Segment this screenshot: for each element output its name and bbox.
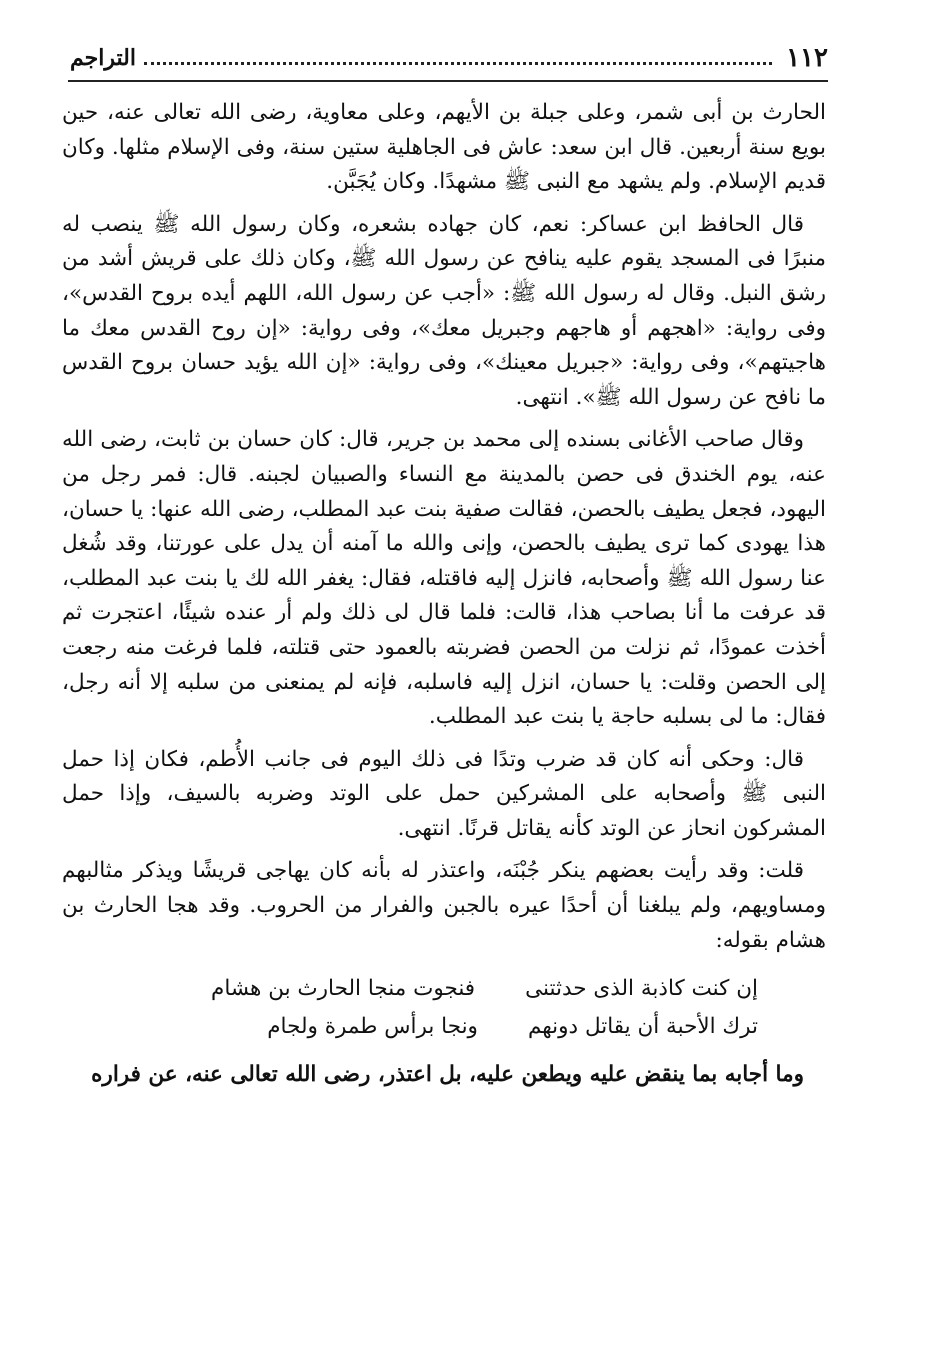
poem-hemistich: ترك الأحبة أن يقاتل دونهم (527, 1014, 758, 1040)
header-rule (68, 80, 828, 82)
page-number: ١١٢ (786, 43, 828, 73)
poem-hemistich: ونجا برأس طمرة ولجام (267, 1014, 478, 1040)
paragraph-4: قال: وحكى أنه كان قد ضرب وتدًا فى ذلك اليوم فى جانب الأُطم، فكان إذا حمل النبى ﷺ وأصحابه على المشركين حمل على الوتد وضربه بالسيف، وإذا حمل المشركون انحاز عن الوتد كأنه يقاتل قرنًا. انتهى. (62, 746, 826, 841)
poem-verse-1 (62, 970, 826, 1008)
header-dotted-leader (144, 52, 772, 65)
paragraph-2: قال الحافظ ابن عساكر: نعم، كان جهاده بشعره، وكان رسول الله ﷺ ينصب له منبرًا فى المسجد يقوم عليه ينافح عن رسول الله ﷺ، وكان ذلك على قريش أشد من رشق النبل. وقال له رسول الله ﷺ: «أجب عن رسول الله، اللهم أيده بروح القدس»، وفى رواية: «اهجهم أو هاجهم وجبريل معك»، وفى رواية: «إن روح القدس معك ما هاجيتهم»، وفى رواية: «جبريل معينك»، وفى رواية: «إن الله يؤيد حسان بروح القدس ما نافح عن رسول الله ﷺ». انتهى. (62, 211, 826, 410)
section-title: التراجم (70, 45, 136, 71)
paragraph-3: وقال صاحب الأغانى بسنده إلى محمد بن جرير، قال: كان حسان بن ثابت، رضى الله عنه، يوم الخندق فى حصن بالمدينة مع النساء والصبيان لجبنه. قال: فمر رجل من اليهود، فجعل يطيف بالحصن، فقالت صفية بنت عبد المطلب، رضى الله عنها: يا حسان، هذا يهودى كما ترى يطيف بالحصن، وإنى والله ما آمنه أن يدل على عورتنا، وقد شُغل عنا رسول الله ﷺ وأصحابه، فانزل إليه فاقتله، فقال: يغفر الله لك يا بنت عبد المطلب، قد عرفت ما أنا بصاحب هذا، قالت: فلما قال لى ذلك ولم أر عنده شيئًا، اعتجرت ثم أخذت عمودًا، ثم نزلت من الحصن فضربته بالعمود حتى قتلته، فلما فرغت منه رجعت إلى الحصن وقلت: يا حسان، انزل إليه فاسلبه، فإنه لم يمنعنى من سلبه إلا أنه رجل، فقال: ما لى بسلبه حاجة يا بنت عبد المطلب. (62, 427, 826, 730)
poem-hemistich: فنجوت منجا الحارث بن هشام (211, 976, 476, 1002)
paragraph-5: قلت: وقد رأيت بعضهم ينكر جُبْنَه، واعتذر له بأنه كان يهاجى قريشًا ويذكر مثالبهم ومساويهم، ولم يبلغنا أن أحدًا عيره بالجبن والفرار من الحروب. وقد هجا الحارث بن هشام بقوله: (62, 858, 826, 953)
poem-verse-2 (62, 1008, 826, 1046)
closing-paragraph: وما أجابه بما ينقض عليه ويطعن عليه، بل اعتذر، رضى الله تعالى عنه، عن فراره (91, 1062, 804, 1088)
poem-hemistich: إن كنت كاذبة الذى حدثتنى (525, 976, 758, 1002)
poem (62, 970, 826, 1046)
paragraph-1: الحارث بن أبى شمر، وعلى جبلة بن الأيهم، وعلى معاوية، رضى الله تعالى عنه، حين بويع سنة أربعين. قال ابن سعد: عاش فى الجاهلية ستين سنة، وفى الإسلام مثلها. وكان قديم الإسلام. ولم يشهد مع النبى ﷺ مشهدًا. وكان يُجَبَّن. (62, 100, 826, 195)
page-body (62, 96, 826, 1101)
page-header (70, 38, 828, 78)
